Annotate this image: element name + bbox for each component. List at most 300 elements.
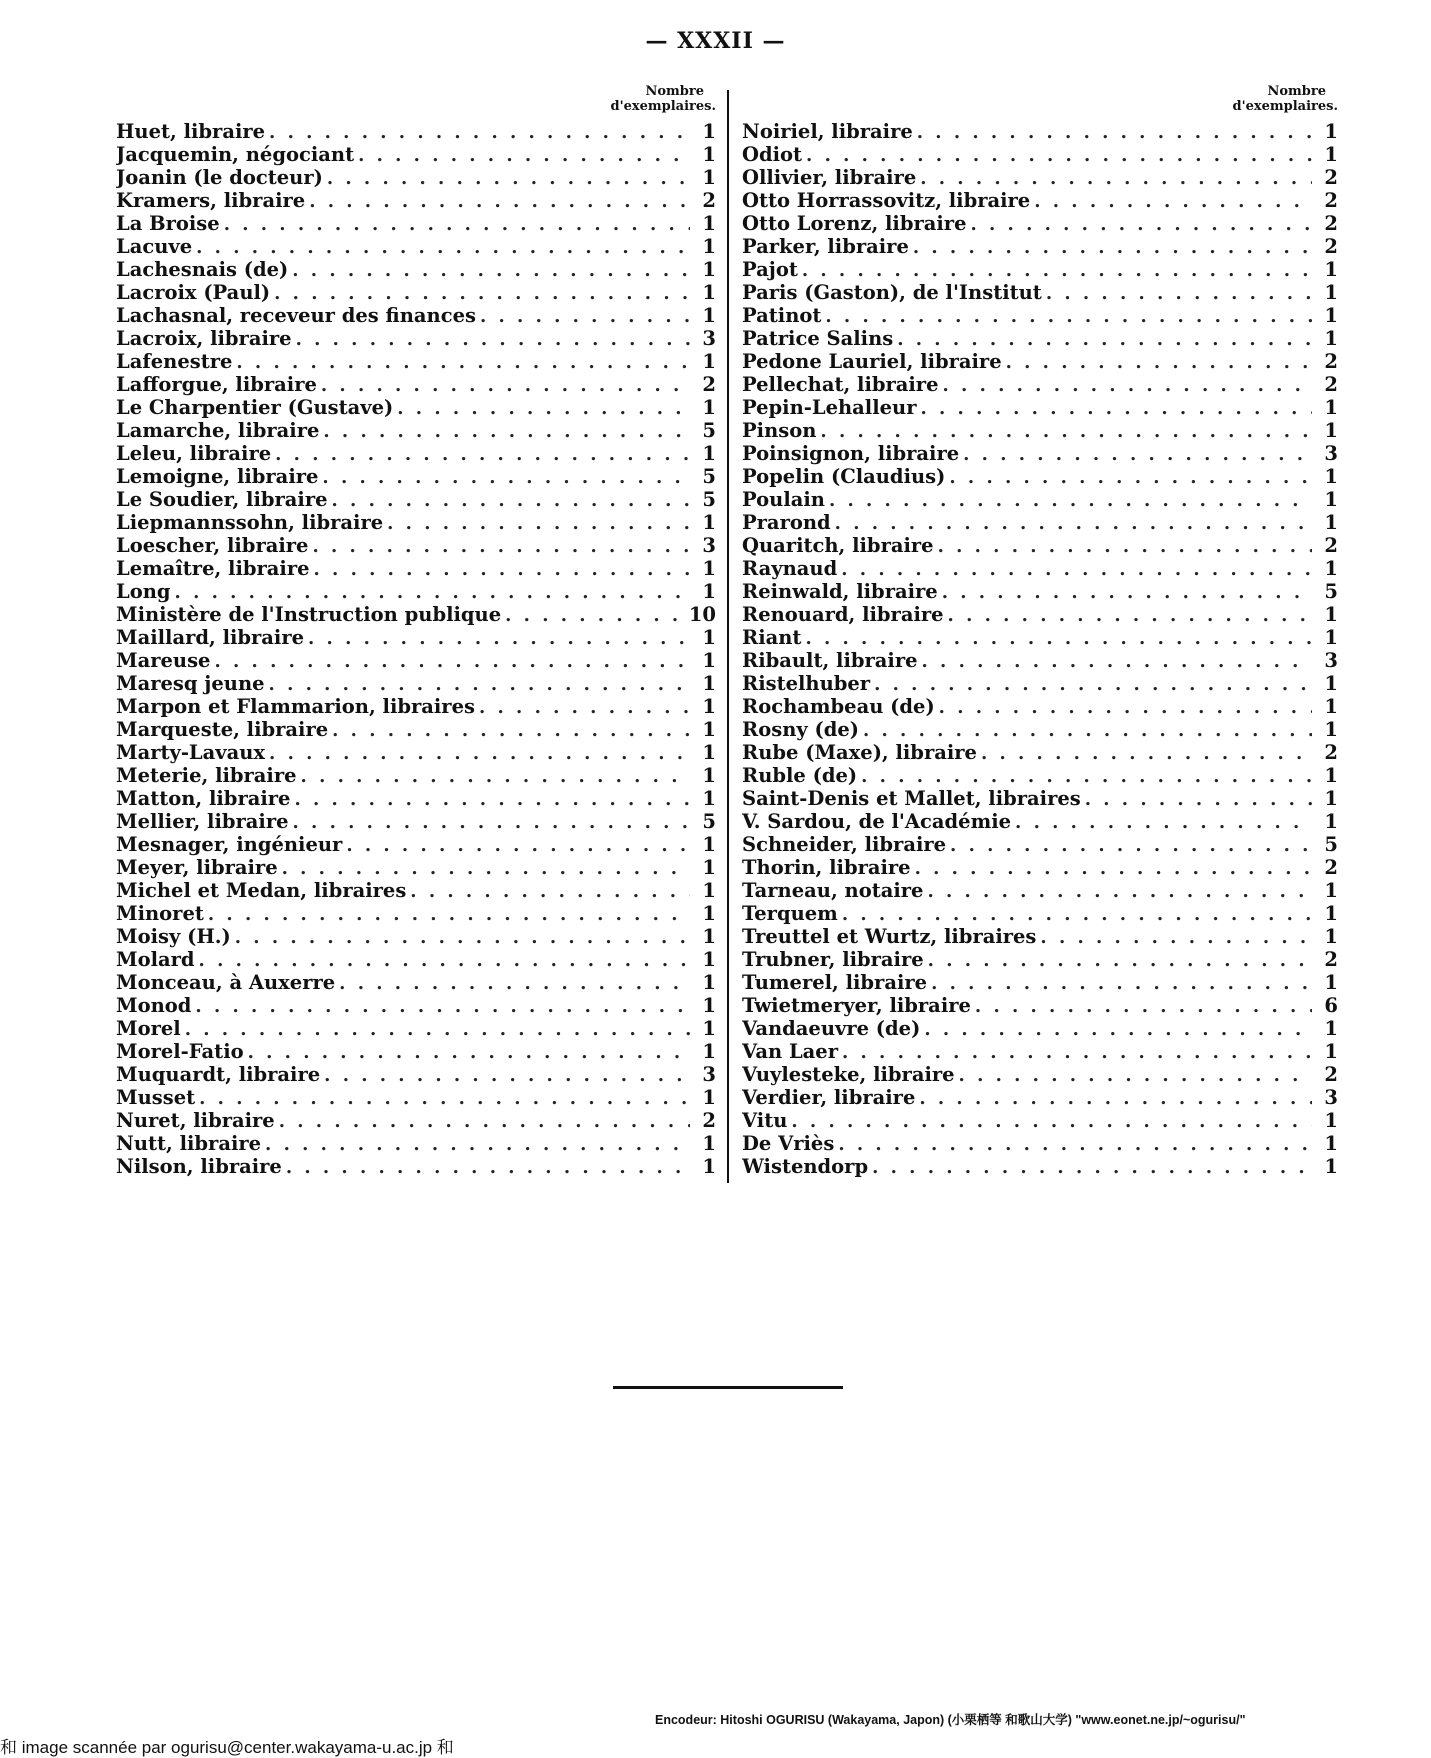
entry-count: 10 [688,603,716,626]
entry-name: Kramers, libraire [116,189,306,212]
leader-dots [920,167,1312,189]
column-divider [727,90,729,1183]
entry-name: Pedone Lauriel, libraire [742,350,1002,373]
list-item [742,327,1338,350]
entry-name: Nilson, libraire [116,1155,282,1178]
leader-dots [269,673,690,695]
list-item [116,580,716,603]
list-item [116,833,716,856]
entry-count: 2 [1324,350,1338,373]
list-item [742,419,1338,442]
entry-count: 1 [702,580,716,603]
entry-name: Le Soudier, libraire [116,488,328,511]
entry-count: 1 [702,971,716,994]
list-item [742,373,1338,396]
list-item [742,511,1338,534]
entry-name: Ministère de l'Instruction publique [116,603,502,626]
leader-dots [963,443,1312,465]
list-item [742,120,1338,143]
entry-count: 3 [1324,442,1338,465]
leader-dots [196,236,690,258]
entry-name: Prarond [742,511,831,534]
list-item [742,672,1338,695]
entry-count: 1 [702,258,716,281]
entry-count: 1 [702,1017,716,1040]
entry-name: Minoret [116,902,204,925]
leader-dots [410,880,690,902]
entry-name: Tumerel, libraire [742,971,928,994]
entry-name: Trubner, libraire [742,948,924,971]
leader-dots [820,420,1312,442]
entry-count: 1 [702,511,716,534]
leader-dots [841,558,1312,580]
entry-count: 1 [702,764,716,787]
entry-count: 1 [1324,557,1338,580]
list-item [742,143,1338,166]
list-item [742,350,1338,373]
entry-count: 5 [702,488,716,511]
leader-dots [872,1156,1312,1178]
list-item [116,902,716,925]
entry-name: Lachesnais (de) [116,258,289,281]
list-item [742,902,1338,925]
list-item [116,235,716,258]
entry-count: 3 [702,1063,716,1086]
leader-dots [942,581,1312,603]
left-entry-list [116,120,716,1178]
entry-name: Van Laer [742,1040,838,1063]
entry-count: 1 [702,304,716,327]
entry-count: 1 [702,350,716,373]
list-item [742,557,1338,580]
list-item [116,442,716,465]
entry-name: Mareuse [116,649,211,672]
list-item [742,626,1338,649]
list-item [742,465,1338,488]
list-item [116,189,716,212]
entry-count: 1 [702,879,716,902]
right-entry-list [742,120,1338,1178]
entry-count: 1 [702,902,716,925]
entry-count: 5 [702,810,716,833]
list-item [742,534,1338,557]
end-rule [613,1386,843,1389]
leader-dots [802,259,1312,281]
list-item [116,304,716,327]
entry-name: Patinot [742,304,822,327]
entry-count: 1 [1324,511,1338,534]
list-item [116,281,716,304]
entry-count: 1 [702,212,716,235]
entry-count: 5 [1324,580,1338,603]
entry-name: Maresq jeune [116,672,265,695]
entry-name: Pajot [742,258,798,281]
leader-dots [480,305,690,327]
entry-name: Otto Lorenz, libraire [742,212,967,235]
list-item [116,649,716,672]
entry-count: 3 [1324,1086,1338,1109]
leader-dots [950,834,1312,856]
list-item [116,948,716,971]
entry-name: Ruble (de) [742,764,858,787]
list-item [116,419,716,442]
entry-count: 1 [1324,304,1338,327]
entry-count: 1 [1324,488,1338,511]
list-item [116,994,716,1017]
leader-dots [975,995,1312,1017]
entry-name: Leleu, libraire [116,442,272,465]
entry-count: 1 [702,281,716,304]
entry-name: Liepmannssohn, libraire [116,511,384,534]
list-item [742,212,1338,235]
entry-count: 1 [1324,120,1338,143]
leader-dots [949,466,1312,488]
entry-name: Wistendorp [742,1155,869,1178]
entry-count: 1 [1324,1040,1338,1063]
leader-dots [842,1041,1312,1063]
entry-count: 3 [1324,649,1338,672]
entry-name: Lafenestre [116,350,233,373]
leader-dots [327,167,690,189]
leader-dots [293,811,690,833]
list-item [742,856,1338,879]
entry-count: 5 [1324,833,1338,856]
leader-dots [301,765,690,787]
leader-dots [805,627,1312,649]
list-item [116,718,716,741]
entry-count: 1 [702,672,716,695]
entry-count: 1 [1324,810,1338,833]
entry-count: 1 [1324,1109,1338,1132]
leader-dots [924,1018,1312,1040]
leader-dots [309,190,690,212]
list-item [742,695,1338,718]
entry-count: 6 [1324,994,1338,1017]
list-item [742,304,1338,327]
leader-dots [943,374,1313,396]
leader-dots [199,949,690,971]
leader-dots [928,949,1312,971]
entry-name: Loescher, libraire [116,534,309,557]
entry-name: Nutt, libraire [116,1132,262,1155]
entry-name: Lachasnal, receveur des finances [116,304,476,327]
entry-name: Muquardt, libraire [116,1063,321,1086]
list-item [742,1017,1338,1040]
entry-name: Morel-Fatio [116,1040,244,1063]
entry-name: Jacquemin, négociant [116,143,355,166]
leader-dots [279,1110,690,1132]
list-item [116,695,716,718]
list-item [742,488,1338,511]
entry-count: 5 [702,465,716,488]
list-item [742,971,1338,994]
list-item [116,856,716,879]
leader-dots [346,834,690,856]
list-item [116,143,716,166]
list-item [116,810,716,833]
entry-count: 1 [702,856,716,879]
entry-name: Raynaud [742,557,838,580]
entry-count: 1 [702,1155,716,1178]
entry-count: 1 [1324,1017,1338,1040]
list-item [742,925,1338,948]
entry-count: 1 [702,948,716,971]
entry-name: Matton, libraire [116,787,291,810]
entry-name: Le Charpentier (Gustave) [116,396,394,419]
footer-scan-credit: 和 image scannée par ogurisu@center.wakayama-u.ac.jp 和 [0,1738,454,1757]
left-column [116,84,716,1178]
entry-name: Schneider, libraire [742,833,947,856]
list-item [116,373,716,396]
list-item [116,557,716,580]
list-item [742,166,1338,189]
leader-dots [981,742,1312,764]
entry-name: Vandaeuvre (de) [742,1017,921,1040]
leader-dots [323,420,690,442]
entry-count: 2 [1324,741,1338,764]
entry-name: Lacuve [116,235,193,258]
leader-dots [282,857,690,879]
entry-count: 1 [702,1086,716,1109]
list-item [742,948,1338,971]
list-item [116,764,716,787]
page-number: — XXXII — [645,28,786,54]
entry-name: Popelin (Claudius) [742,465,946,488]
leader-dots [308,627,690,649]
list-item [116,1017,716,1040]
entry-count: 1 [1324,787,1338,810]
entry-count: 1 [702,925,716,948]
leader-dots [861,765,1312,787]
entry-name: Paris (Gaston), de l'Institut [742,281,1042,304]
entry-name: Marty-Lavaux [116,741,266,764]
entry-count: 2 [702,1109,716,1132]
list-item [742,741,1338,764]
entry-count: 1 [702,741,716,764]
entry-name: V. Sardou, de l'Académie [742,810,1012,833]
entry-name: Ristelhuber [742,672,871,695]
entry-name: Marpon et Flammarion, libraires [116,695,475,718]
leader-dots [195,995,690,1017]
leader-dots [292,259,690,281]
entry-count: 1 [702,120,716,143]
list-item [116,511,716,534]
entry-name: Lemaître, libraire [116,557,310,580]
list-item [116,120,716,143]
list-item [116,741,716,764]
leader-dots [970,213,1312,235]
entry-name: Meterie, libraire [116,764,297,787]
leader-dots [269,742,690,764]
entry-name: Ribault, libraire [742,649,918,672]
entry-name: Vuylesteke, libraire [742,1063,955,1086]
entry-count: 1 [702,626,716,649]
entry-count: 1 [702,143,716,166]
list-item [116,879,716,902]
entry-name: Riant [742,626,802,649]
list-item [116,166,716,189]
list-item [742,649,1338,672]
entry-name: Patrice Salins [742,327,894,350]
list-item [116,1040,716,1063]
leader-dots [199,1087,690,1109]
entry-count: 2 [1324,534,1338,557]
leader-dots [505,604,685,626]
entry-count: 1 [702,396,716,419]
leader-dots [1085,788,1312,810]
list-item [116,925,716,948]
entry-name: Pinson [742,419,817,442]
list-item [742,189,1338,212]
list-item [116,787,716,810]
entry-name: Nuret, libraire [116,1109,275,1132]
entry-count: 1 [702,994,716,1017]
entry-count: 2 [1324,166,1338,189]
leader-dots [269,121,690,143]
entry-count: 1 [1324,764,1338,787]
leader-dots [825,305,1312,327]
entry-count: 1 [702,833,716,856]
list-item [742,235,1338,258]
list-item [116,1086,716,1109]
leader-dots [324,1064,690,1086]
entry-name: Tarneau, notaire [742,879,924,902]
leader-dots [863,719,1312,741]
list-item [742,1086,1338,1109]
entry-name: Vitu [742,1109,788,1132]
entry-count: 1 [1324,971,1338,994]
entry-name: Lamarche, libraire [116,419,320,442]
leader-dots [235,926,690,948]
entry-name: Noiriel, libraire [742,120,913,143]
entry-count: 1 [1324,327,1338,350]
leader-dots [185,1018,690,1040]
list-item [742,1040,1338,1063]
list-item [742,1063,1338,1086]
leader-dots [314,558,690,580]
entry-count: 1 [702,1132,716,1155]
leader-dots [397,397,690,419]
right-column [742,84,1338,1178]
leader-dots [286,1156,690,1178]
entry-count: 1 [1324,281,1338,304]
leader-dots [1006,351,1312,373]
leader-dots [208,903,690,925]
leader-dots [948,604,1312,626]
entry-count: 1 [1324,396,1338,419]
list-item [742,833,1338,856]
entry-count: 1 [702,166,716,189]
list-item [116,626,716,649]
entry-name: Treuttel et Wurtz, libraires [742,925,1037,948]
column-header-line2: d'exemplaires. [610,99,716,114]
column-header-right [742,84,1338,120]
list-item [116,350,716,373]
leader-dots [931,972,1312,994]
leader-dots [829,489,1312,511]
leader-dots [838,1133,1312,1155]
entry-name: Moisy (H.) [116,925,231,948]
leader-dots [358,144,690,166]
leader-dots [312,535,690,557]
entry-name: Quaritch, libraire [742,534,934,557]
leader-dots [897,328,1312,350]
leader-dots [938,535,1312,557]
entry-name: Lafforgue, libraire [116,373,317,396]
entry-name: Ollivier, libraire [742,166,917,189]
leader-dots [275,443,690,465]
entry-count: 1 [1324,879,1338,902]
column-header-line1: Nombre [645,84,704,99]
list-item [116,1063,716,1086]
list-item [742,603,1338,626]
list-item [742,810,1338,833]
entry-name: Renouard, libraire [742,603,944,626]
entry-name: Poinsignon, libraire [742,442,960,465]
entry-name: Rosny (de) [742,718,859,741]
entry-count: 2 [1324,235,1338,258]
entry-count: 2 [1324,212,1338,235]
leader-dots [922,650,1313,672]
list-item [116,534,716,557]
entry-name: Lacroix (Paul) [116,281,271,304]
leader-dots [479,696,690,718]
list-item [116,396,716,419]
list-item [116,212,716,235]
entry-count: 1 [702,787,716,810]
leader-dots [322,466,690,488]
entry-name: Pellechat, libraire [742,373,939,396]
leader-dots [927,880,1312,902]
entry-count: 1 [702,557,716,580]
leader-dots [920,397,1312,419]
entry-name: Rube (Maxe), libraire [742,741,977,764]
leader-dots [1040,926,1312,948]
entry-count: 1 [702,649,716,672]
entry-name: Terquem [742,902,838,925]
entry-name: Reinwald, libraire [742,580,938,603]
list-item [742,258,1338,281]
leader-dots [175,581,690,603]
entry-name: Odiot [742,143,803,166]
list-item [742,396,1338,419]
entry-count: 1 [702,718,716,741]
list-item [742,580,1338,603]
entry-name: Mesnager, ingénieur [116,833,343,856]
entry-count: 1 [1324,258,1338,281]
leader-dots [959,1064,1312,1086]
entry-name: La Broise [116,212,220,235]
entry-count: 3 [702,327,716,350]
entry-count: 1 [1324,695,1338,718]
list-item [742,1155,1338,1178]
list-item [742,1109,1338,1132]
list-item [116,672,716,695]
list-item [742,718,1338,741]
leader-dots [321,374,690,396]
entry-name: Saint-Denis et Mallet, libraires [742,787,1081,810]
entry-name: Mellier, libraire [116,810,289,833]
entry-count: 2 [1324,1063,1338,1086]
entry-count: 3 [702,534,716,557]
leader-dots [842,903,1312,925]
entry-name: Twietmeryer, libraire [742,994,971,1017]
leader-dots [1034,190,1312,212]
column-header-left [116,84,716,120]
leader-dots [236,351,690,373]
leader-dots [294,788,690,810]
column-header-line1: Nombre [1267,84,1326,99]
